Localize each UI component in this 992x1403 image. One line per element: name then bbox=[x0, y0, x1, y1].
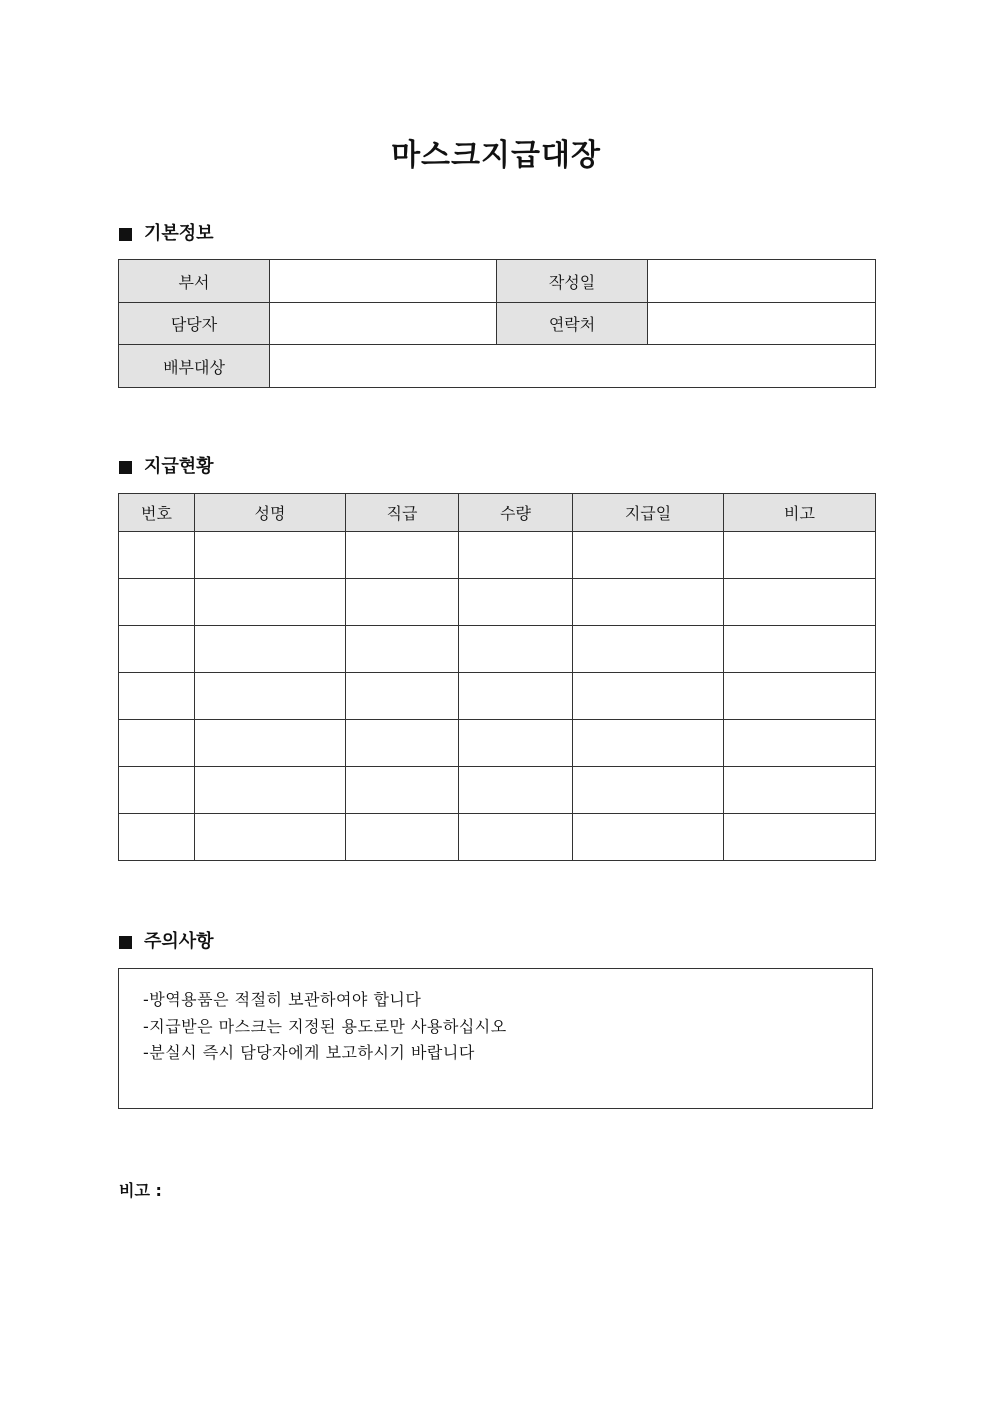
table-cell[interactable] bbox=[459, 673, 573, 720]
section-heading-label: 주의사항 bbox=[144, 931, 214, 952]
table-cell[interactable] bbox=[573, 767, 724, 814]
square-bullet-icon bbox=[119, 461, 132, 474]
table-cell[interactable] bbox=[119, 626, 195, 673]
table-cell[interactable] bbox=[573, 532, 724, 579]
square-bullet-icon bbox=[119, 936, 132, 949]
table-cell[interactable] bbox=[346, 767, 459, 814]
table-row bbox=[119, 767, 876, 814]
table-row bbox=[119, 626, 876, 673]
table-row bbox=[119, 720, 876, 767]
table-cell[interactable] bbox=[459, 814, 573, 861]
table-cell[interactable] bbox=[459, 626, 573, 673]
table-cell[interactable] bbox=[573, 626, 724, 673]
section-heading-label: 기본정보 bbox=[144, 223, 214, 244]
distribution-table bbox=[118, 493, 876, 861]
column-header-quantity: 수량 bbox=[459, 494, 573, 532]
table-cell[interactable] bbox=[195, 579, 346, 626]
table-cell[interactable] bbox=[119, 579, 195, 626]
table-cell[interactable] bbox=[724, 579, 876, 626]
date-label: 작성일 bbox=[497, 260, 648, 303]
square-bullet-icon bbox=[119, 228, 132, 241]
table-cell[interactable] bbox=[459, 532, 573, 579]
table-row bbox=[119, 532, 876, 579]
manager-field[interactable] bbox=[270, 303, 497, 345]
table-cell[interactable] bbox=[724, 720, 876, 767]
section-heading-label: 지급현황 bbox=[144, 456, 214, 477]
column-header-position: 직급 bbox=[346, 494, 459, 532]
table-cell[interactable] bbox=[119, 814, 195, 861]
column-header-date: 지급일 bbox=[573, 494, 724, 532]
table-cell[interactable] bbox=[459, 767, 573, 814]
table-cell[interactable] bbox=[459, 579, 573, 626]
section-heading-notes bbox=[119, 930, 214, 954]
column-header-remarks: 비고 bbox=[724, 494, 876, 532]
table-cell[interactable] bbox=[119, 720, 195, 767]
table-cell[interactable] bbox=[119, 673, 195, 720]
notice-line: -지급받은 마스크는 지정된 용도로만 사용하십시오 bbox=[143, 1016, 507, 1036]
table-row bbox=[119, 345, 876, 388]
table-row bbox=[119, 673, 876, 720]
section-heading-distribution bbox=[119, 455, 214, 479]
table-cell[interactable] bbox=[346, 814, 459, 861]
table-cell[interactable] bbox=[195, 626, 346, 673]
table-cell[interactable] bbox=[195, 532, 346, 579]
notice-line: -분실시 즉시 담당자에게 보고하시기 바랍니다 bbox=[143, 1043, 475, 1062]
table-cell[interactable] bbox=[724, 767, 876, 814]
notes-box bbox=[118, 968, 873, 1109]
section-heading-basic-info bbox=[119, 222, 214, 246]
table-cell[interactable] bbox=[119, 532, 195, 579]
table-cell[interactable] bbox=[724, 532, 876, 579]
page-title: 마스크지급대장 bbox=[391, 138, 601, 173]
table-cell[interactable] bbox=[573, 814, 724, 861]
column-header-name: 성명 bbox=[195, 494, 346, 532]
table-cell[interactable] bbox=[346, 673, 459, 720]
basic-info-table bbox=[118, 259, 876, 388]
department-label: 부서 bbox=[119, 260, 270, 303]
table-cell[interactable] bbox=[573, 673, 724, 720]
contact-field[interactable] bbox=[648, 303, 876, 345]
table-row bbox=[119, 303, 876, 345]
table-cell[interactable] bbox=[346, 579, 459, 626]
table-cell[interactable] bbox=[573, 720, 724, 767]
table-cell[interactable] bbox=[459, 720, 573, 767]
table-cell[interactable] bbox=[346, 532, 459, 579]
table-cell[interactable] bbox=[724, 814, 876, 861]
table-cell[interactable] bbox=[346, 626, 459, 673]
remarks-label: 비고 : bbox=[119, 1181, 162, 1200]
date-field[interactable] bbox=[648, 260, 876, 303]
table-row bbox=[119, 260, 876, 303]
table-cell[interactable] bbox=[195, 673, 346, 720]
table-cell[interactable] bbox=[724, 673, 876, 720]
target-label: 배부대상 bbox=[119, 345, 270, 388]
table-header-row bbox=[119, 494, 876, 532]
table-cell[interactable] bbox=[195, 814, 346, 861]
table-cell[interactable] bbox=[195, 720, 346, 767]
notice-line: -방역용품은 적절히 보관하여야 합니다 bbox=[143, 990, 422, 1009]
contact-label: 연락처 bbox=[497, 303, 648, 345]
manager-label: 담당자 bbox=[119, 303, 270, 345]
table-cell[interactable] bbox=[346, 720, 459, 767]
table-cell[interactable] bbox=[573, 579, 724, 626]
table-row bbox=[119, 579, 876, 626]
column-header-number: 번호 bbox=[119, 494, 195, 532]
table-cell[interactable] bbox=[195, 767, 346, 814]
table-cell[interactable] bbox=[724, 626, 876, 673]
table-row bbox=[119, 814, 876, 861]
table-cell[interactable] bbox=[119, 767, 195, 814]
department-field[interactable] bbox=[270, 260, 497, 303]
target-field[interactable] bbox=[270, 345, 876, 388]
